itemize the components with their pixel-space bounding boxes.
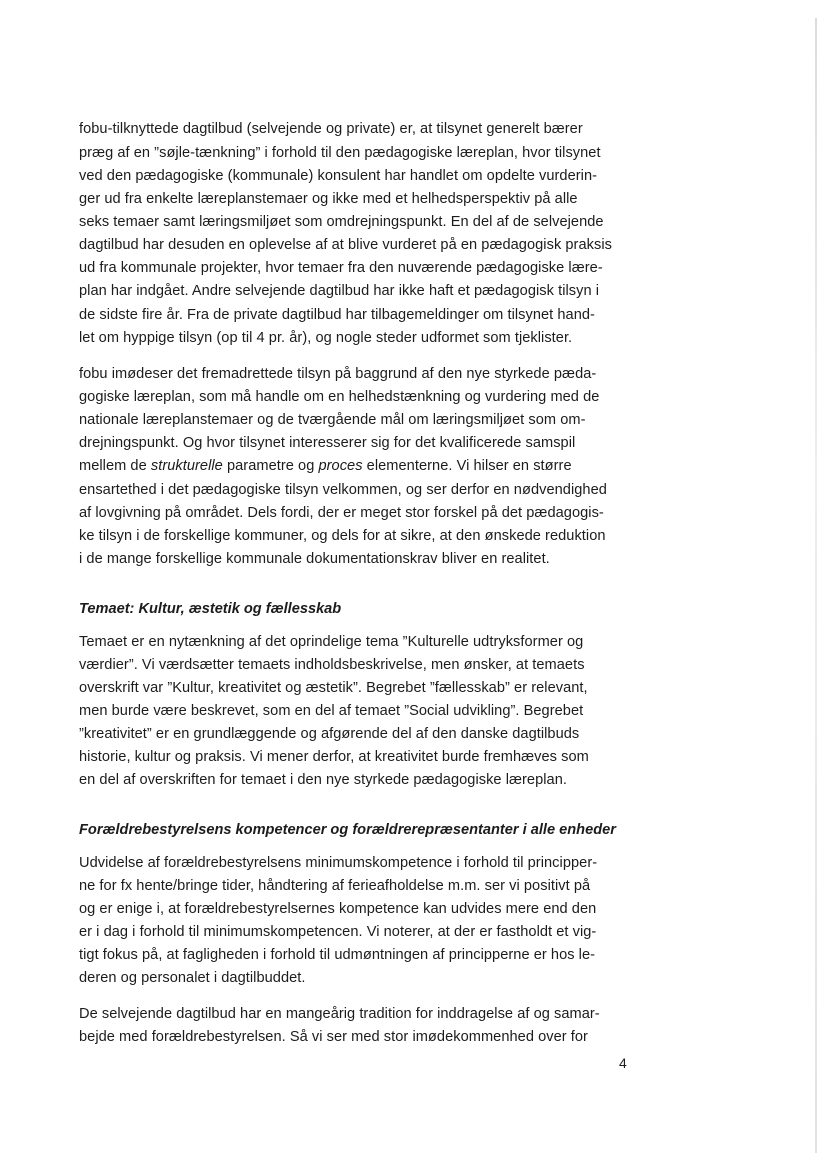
- text-line: ger ud fra enkelte læreplanstemaer og ikke med et helhedsperspektiv på alle: [79, 191, 578, 207]
- text-line: ud fra kommunale projekter, hvor temaer fra den nuværende pædagogiske lære-: [79, 260, 603, 276]
- text-line: Temaet er en nytænkning af det oprindelige tema ”Kulturelle udtryksformer og: [79, 634, 584, 650]
- text-line: let om hyppige tilsyn (op til 4 pr. år), og nogle steder udformet som tjeklister.: [79, 330, 573, 346]
- text-line: præg af en ”søjle-tænkning” i forhold til den pædagogiske læreplan, hvor tilsynet: [79, 145, 601, 161]
- text-run: mellem de: [79, 458, 151, 474]
- text-line: drejningspunkt. Og hvor tilsynet interesserer sig for det kvalificerede samspil: [79, 435, 576, 451]
- scan-edge-shadow: [815, 18, 817, 1153]
- text-line: ved den pædagogiske (kommunale) konsulent har handlet om opdelte vurderin-: [79, 168, 598, 184]
- text-line: deren og personalet i dagtilbuddet.: [79, 970, 306, 986]
- text-line: i de mange forskellige kommunale dokumentationskrav bliver en realitet.: [79, 551, 550, 567]
- text-line: de sidste fire år. Fra de private dagtilbud har tilbagemeldinger om tilsynet hand-: [79, 307, 595, 323]
- section-heading-kultur: Temaet: Kultur, æstetik og fællesskab: [79, 601, 342, 617]
- text-line: og er enige i, at forældrebestyrelsernes kompetence kan udvides mere end den: [79, 901, 597, 917]
- text-line: bejde med forældrebestyrelsen. Så vi ser med stor imødekommenhed over for: [79, 1029, 588, 1045]
- text-line: seks temaer samt læringsmiljøet som omdrejningspunkt. En del af de selvejende: [79, 214, 604, 230]
- text-line: historie, kultur og praksis. Vi mener derfor, at kreativitet burde fremhæves som: [79, 749, 589, 765]
- text-line: nationale læreplanstemaer og de tværgående mål om læringsmiljøet som om-: [79, 412, 586, 428]
- text-line: en del af overskriften for temaet i den nye styrkede pædagogiske læreplan.: [79, 772, 567, 788]
- text-line: ”kreativitet” er en grundlæggende og afgørende del af den danske dagtilbuds: [79, 726, 580, 742]
- text-line: tigt fokus på, at fagligheden i forhold til udmøntningen af principperne er hos le-: [79, 947, 596, 963]
- text-line: Udvidelse af forældrebestyrelsens minimumskompetence i forhold til principper-: [79, 855, 598, 871]
- italic-term-strukturelle: strukturelle: [150, 458, 223, 474]
- section-heading-foraeldrebestyrelse: Forældrebestyrelsens kompetencer og forældrerepræsentanter i alle enheder: [79, 822, 616, 838]
- text-line: ke tilsyn i de forskellige kommuner, og dels for at sikre, at den ønskede reduktion: [79, 528, 606, 544]
- text-line: plan har indgået. Andre selvejende dagtilbud har ikke haft et pædagogisk tilsyn i: [79, 283, 600, 299]
- text-line: De selvejende dagtilbud har en mangeårig tradition for inddragelse af og samar-: [79, 1006, 600, 1022]
- text-line: fobu imødeser det fremadrettede tilsyn på baggrund af den nye styrkede pæda-: [79, 366, 597, 382]
- text-line: ensartethed i det pædagogiske tilsyn velkommen, og ser derfor en nødvendighed: [79, 482, 607, 498]
- text-run: elementerne. Vi hilser en større: [362, 458, 572, 474]
- text-line: dagtilbud har desuden en oplevelse af at blive vurderet på en pædagogisk praksis: [79, 237, 612, 253]
- text-line: er i dag i forhold til minimumskompetencen. Vi noterer, at der er fastholdt et vig-: [79, 924, 597, 940]
- page-number: 4: [619, 1055, 627, 1071]
- text-line: fobu-tilknyttede dagtilbud (selvejende og private) er, at tilsynet generelt bærer: [79, 121, 583, 137]
- text-line: ne for fx hente/bringe tider, håndtering af ferieafholdelse m.m. ser vi positivt på: [79, 878, 591, 894]
- italic-term-proces: proces: [318, 458, 363, 474]
- text-line: overskrift var ”Kultur, kreativitet og æstetik”. Begrebet ”fællesskab” er relevant,: [79, 680, 588, 696]
- text-line: af lovgivning på området. Dels fordi, der er meget stor forskel på det pædagogis-: [79, 505, 604, 521]
- text-line: gogiske læreplan, som må handle om en helhedstænkning og vurdering med de: [79, 389, 600, 405]
- text-line: værdier”. Vi værdsætter temaets indholdsbeskrivelse, men ønsker, at temaets: [79, 657, 585, 673]
- text-line-mixed: [79, 458, 572, 474]
- text-run: parametre og: [222, 458, 319, 474]
- text-line: men burde være beskrevet, som en del af temaet ”Social udvikling”. Begrebet: [79, 703, 584, 719]
